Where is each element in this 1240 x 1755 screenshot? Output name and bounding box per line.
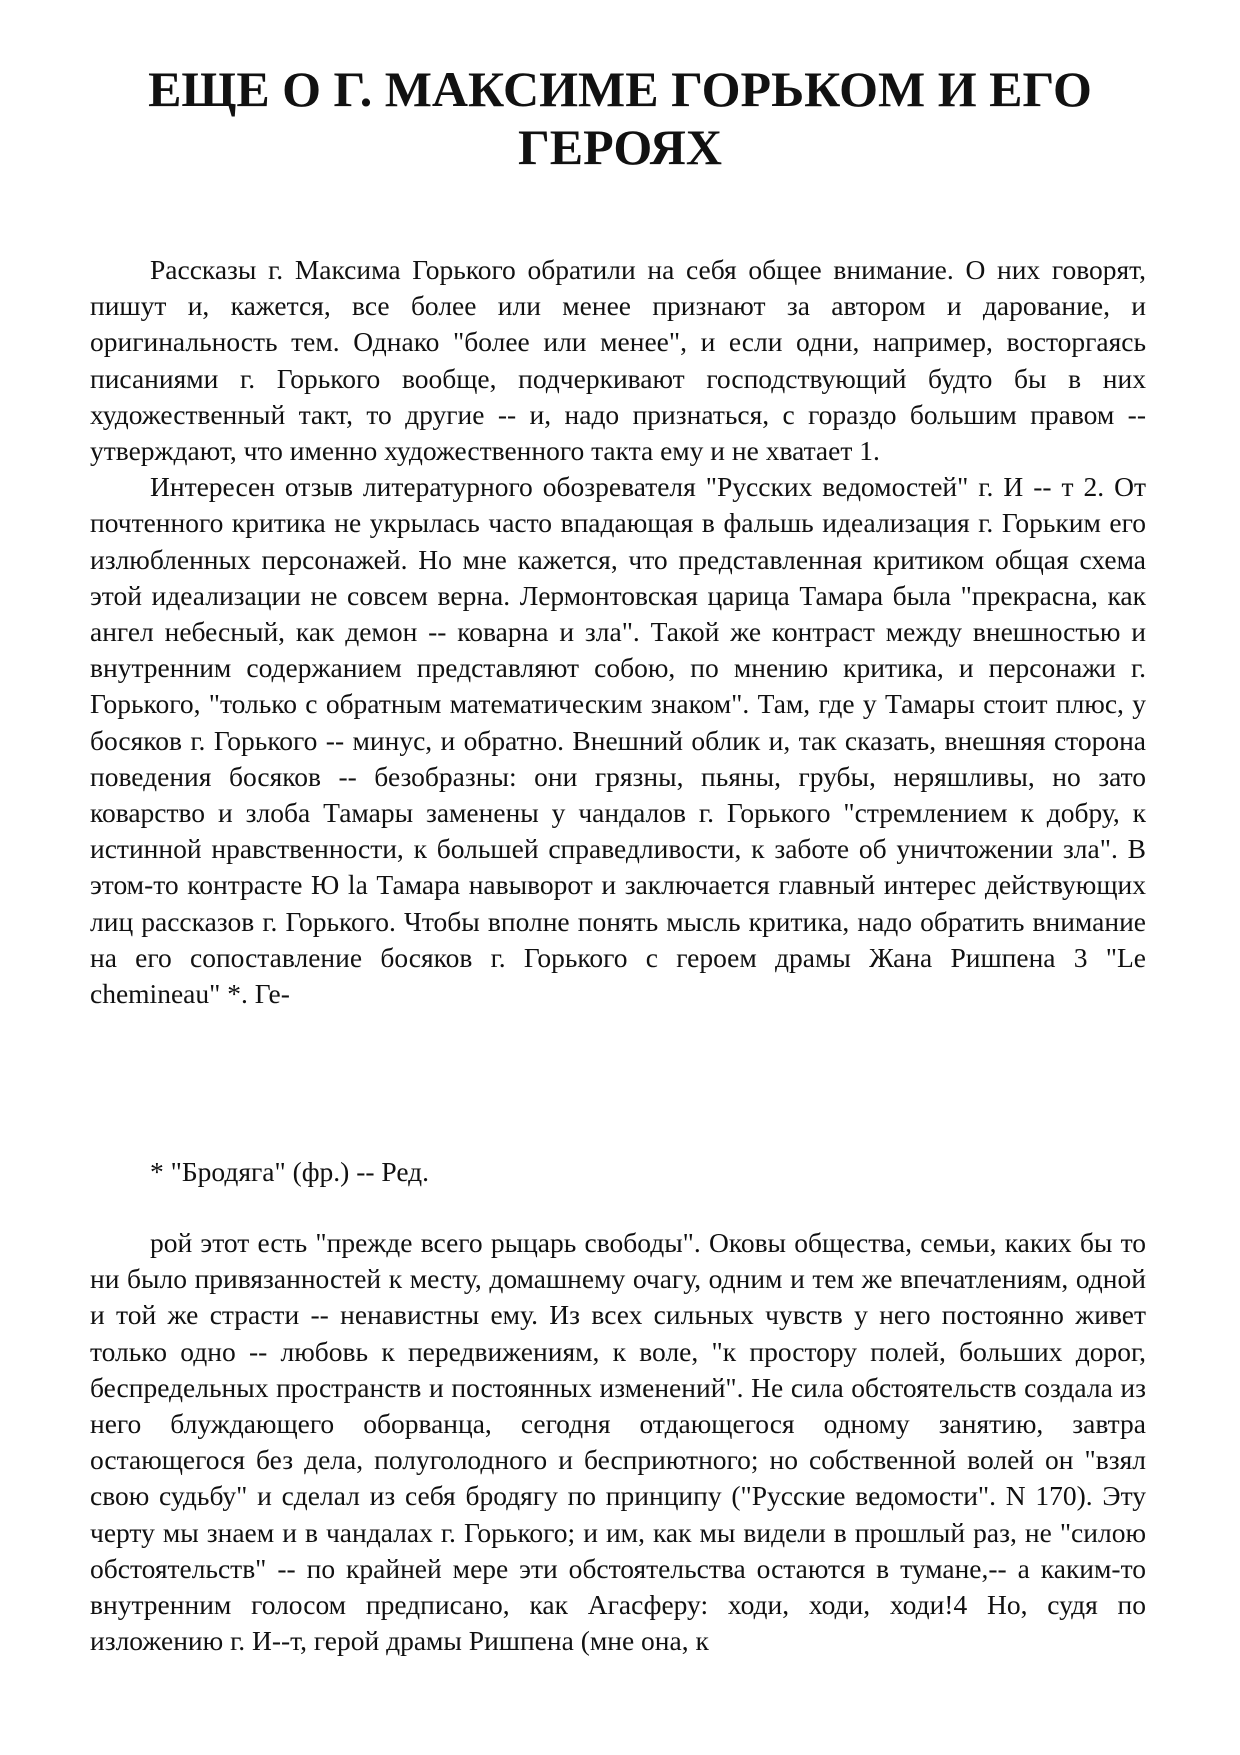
main-text [90, 252, 1146, 1012]
title-line-1: ЕЩЕ О Г. МАКСИМЕ ГОРЬКОМ И ЕГО [148, 61, 1092, 117]
continuation-text [90, 1225, 1146, 1659]
paragraph-2: Интересен отзыв литературного обозревателя "Русских ведомостей" г. И -- т 2. От почтенного критика не укрылась часто впадающая в фальшь идеализация г. Горьким его излюбленных персонажей. Но мне кажется, что представленная критиком общая схема этой идеализации не совсем верна. Лермонтовская царица Тамара была "прекрасна, как ангел небесный, как демон -- коварна и зла". Такой же контраст между внешностью и внутренним содержанием представляют собою, по мнению критика, и персонажи г. Горького, "только с обратным математическим знаком". Там, где у Тамары стоит плюс, у босяков г. Горького -- минус, и обратно. Внешний облик и, так сказать, внешняя сторона поведения босяков -- безобразны: они грязны, пьяны, грубы, неряшливы, но зато коварство и злоба Тамары заменены у чандалов г. Горького "стремлением к добру, к истинной нравственности, к большей справедливости, к заботе об уничтожении зла". В этом-то контрасте Ю la Тамара навыворот и заключается главный интерес действующих лиц рассказов г. Горького. Чтобы вполне понять мысль критика, надо обратить внимание на его сопоставление босяков г. Горького с героем драмы Жана Ришпена 3 "Le chemineau" *. Ге- [90, 471, 1146, 1010]
footnote: * "Бродяга" (фр.) -- Ред. [150, 1156, 430, 1187]
paragraph-1: Рассказы г. Максима Горького обратили на себя общее внимание. О них говорят, пишут и, кажется, все более или менее признают за автором и дарование, и оригинальность тем. Однако "более или менее", и если одни, например, восторгаясь писаниями г. Горького вообще, подчеркивают господствующий будто бы в них художественный такт, то другие -- и, надо признаться, с гораздо большим правом -- утверждают, что именно художественного такта ему и не хватает 1. [90, 254, 1146, 467]
document-title [90, 60, 1150, 176]
paragraph-3: рой этот есть "прежде всего рыцарь свободы". Оковы общества, семьи, каких бы то ни было привязанностей к месту, домашнему очагу, одним и тем же впечатлениям, одной и той же страсти -- ненавистны ему. Из всех сильных чувств у него постоянно живет только одно -- любовь к передвижениям, к воле, "к простору полей, больших дорог, беспредельных пространств и постоянных изменений". Не сила обстоятельств создала из него блуждающего оборванца, сегодня отдающегося одному занятию, завтра остающегося без дела, полуголодного и бесприютного; но собственной волей он "взял свою судьбу" и сделал из себя бродягу по принципу ("Русские ведомости". N 170). Эту черту мы знаем и в чандалах г. Горького; и им, как мы видели в прошлый раз, не "силою обстоятельств" -- по крайней мере эти обстоятельства остаются в тумане,-- а каким-то внутренним голосом предписано, как Агасферу: ходи, ходи, ходи!4 Но, судя по изложению г. И--т, герой драмы Ришпена (мне она, к [90, 1227, 1146, 1657]
title-line-2: ГЕРОЯХ [517, 119, 723, 175]
